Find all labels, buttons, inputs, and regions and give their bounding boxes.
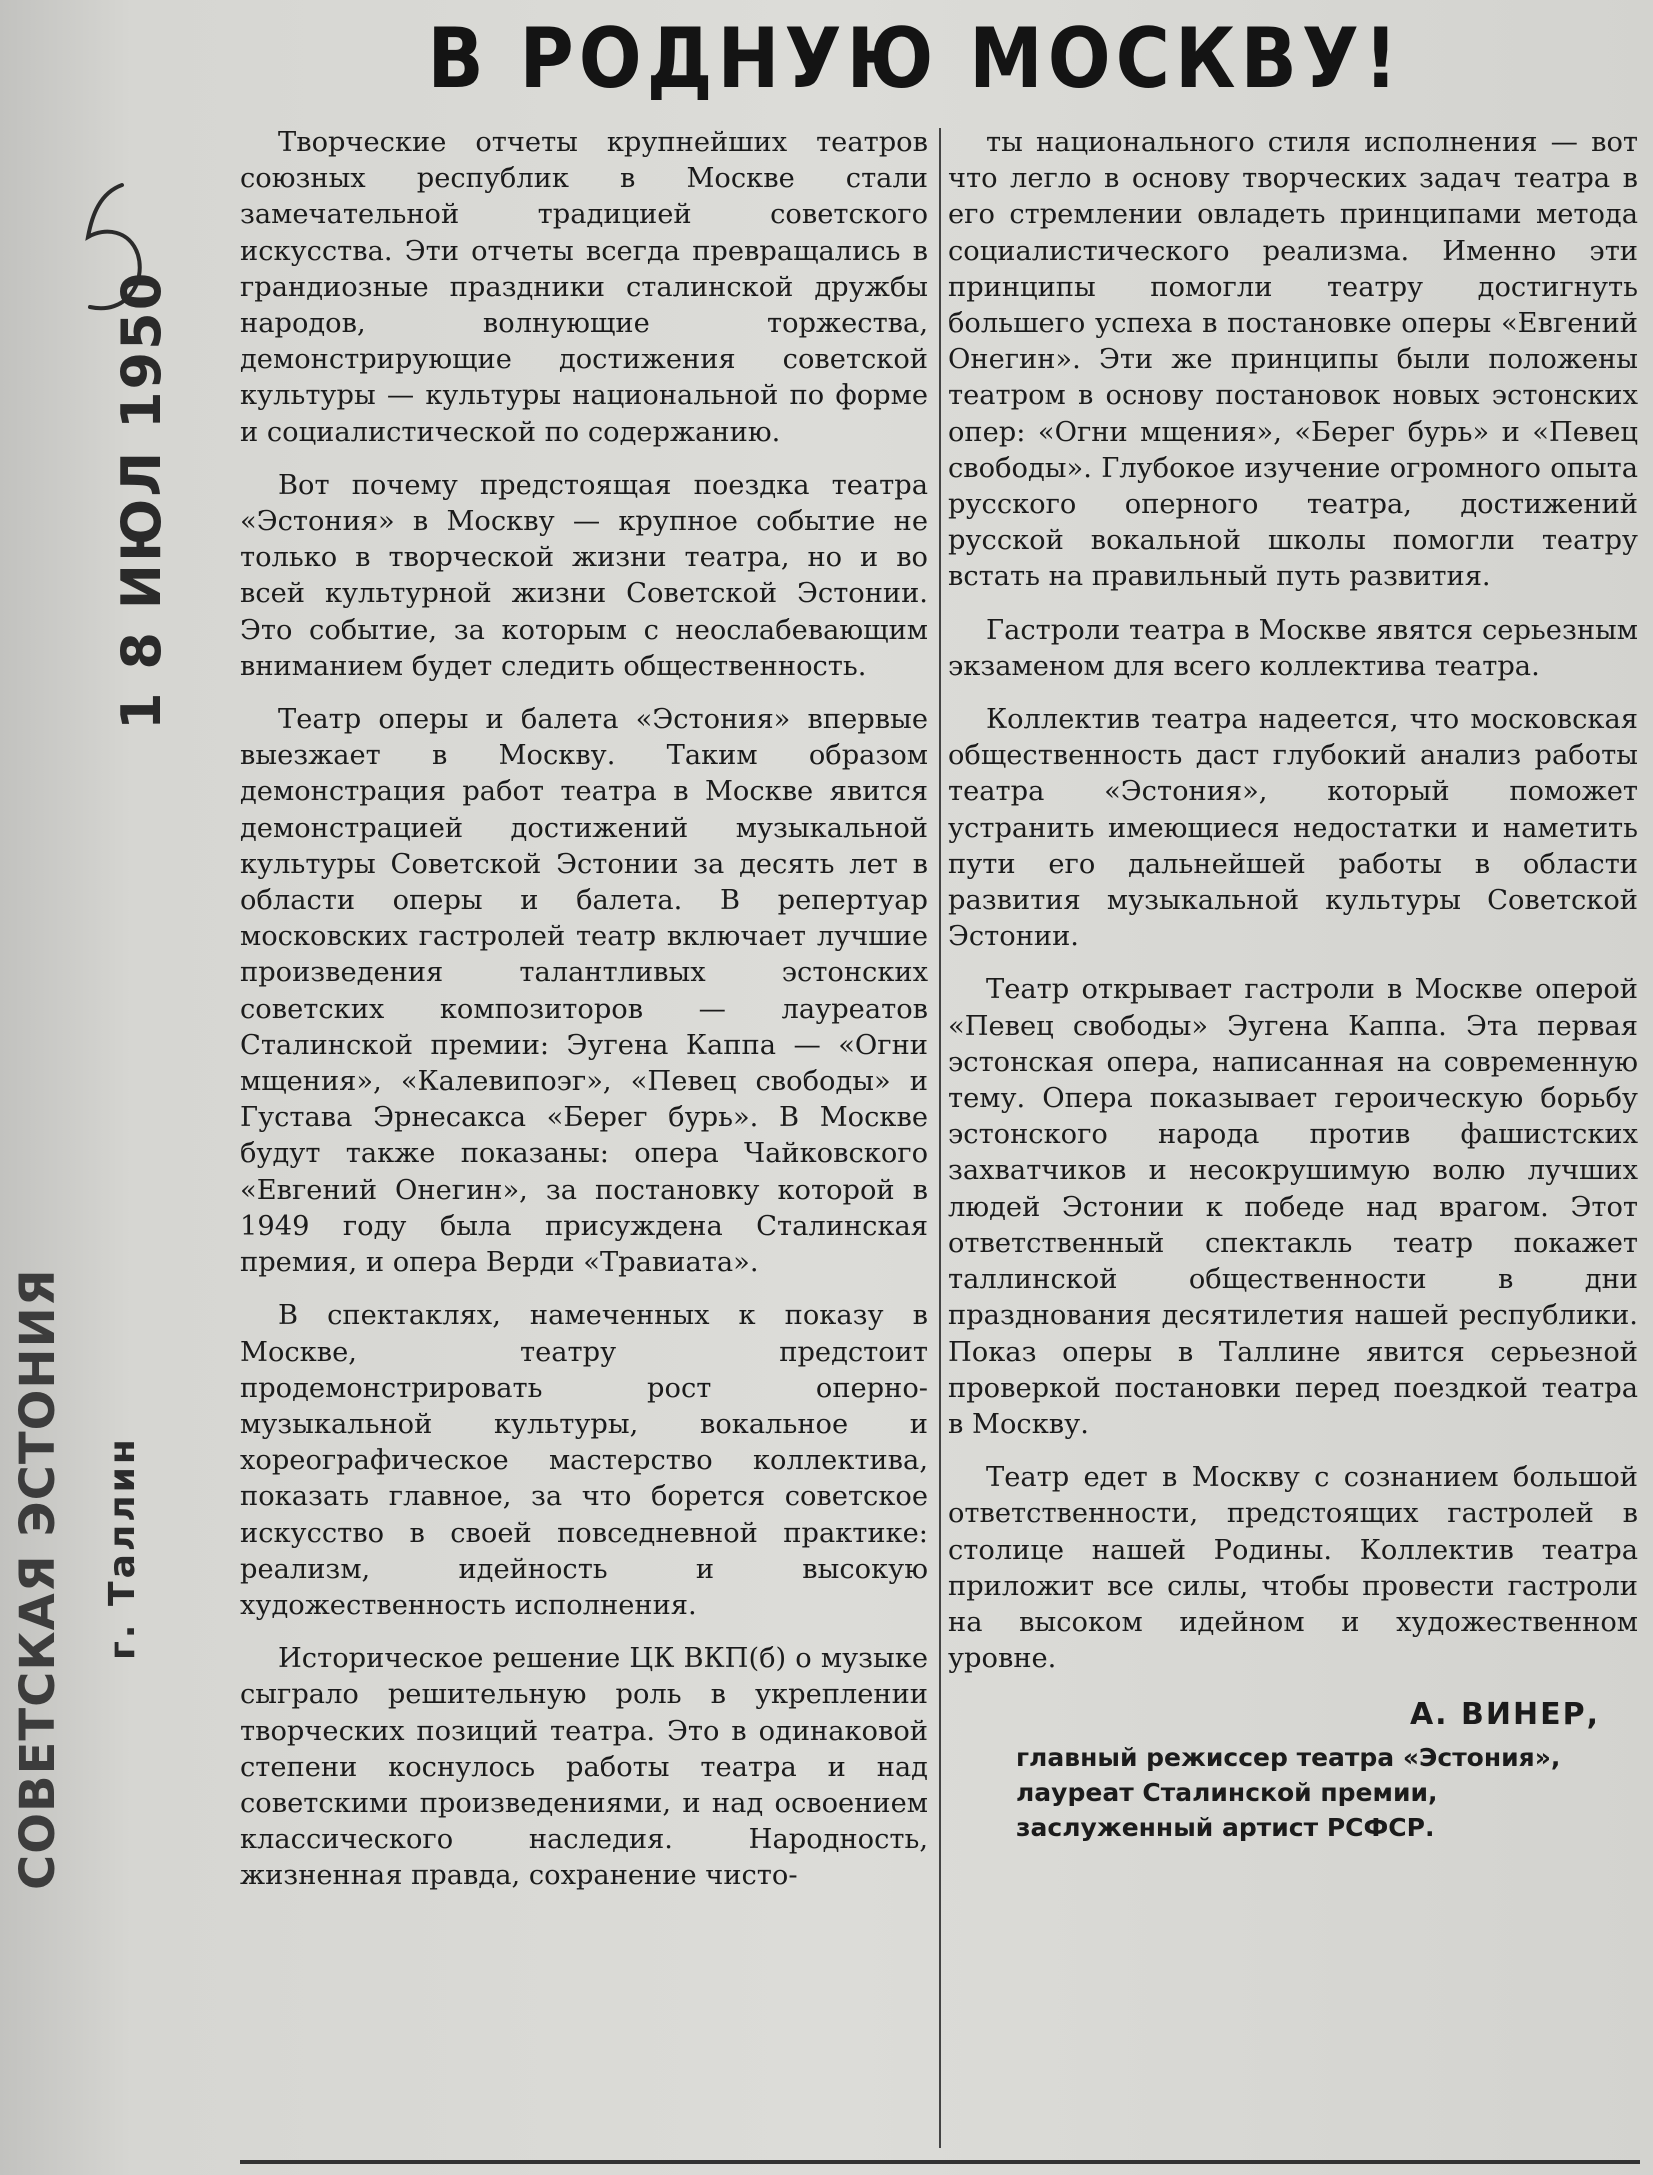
paragraph: Творческие отчеты крупнейших театров союзных республик в Москве стали замечательной традицией советского искусства. Эти отчеты всегда превращались в грандиозные праздники сталинской дружбы народов, волнующие торжества, демонстрирующие достижения советской культуры — культуры национальной по форме и социалистической по содержанию.: [240, 127, 928, 448]
paragraph: ты национального стиля исполнения — вот что легло в основу творческих задач театра в его стремлении овладеть принципами метода социалистического реализма. Именно эти принципы помогли театру достигнуть большего успеха в постановке оперы «Евгений Онегин». Эти же принципы были положены театром в основу постановок новых эстонских опер: «Огни мщения», «Берег бурь» и «Певец свободы». Глубокое изучение огромного опыта русского оперного театра, достижений русской вокальной школы помогли театру встать на правильный путь развития.: [948, 127, 1638, 593]
newspaper-name-stamp: СОВЕТСКАЯ ЭСТОНИЯ: [10, 1268, 66, 1890]
paragraph: Коллектив театра надеется, что московская общественность даст глубокий анализ работы театра «Эстония», который поможет устранить имеющиеся недостатки и наметить пути его дальнейшей работы в области развития музыкальной культуры Советской Эстонии.: [948, 704, 1638, 953]
paragraph: Театр едет в Москву с сознанием большой ответственности, предстоящих гастролей в столице нашей Родины. Коллектив театра приложит все силы, чтобы провести гастроли на высоком идейном и художественном уровне.: [948, 1462, 1638, 1675]
paragraph: Историческое решение ЦК ВКП(б) о музыке сыграло решительную роль в укреплении творческих позиций театра. Это в одинаковой степени коснулось работы театра и над советскими произведениями, и над освоением классического наследия. Народность, жизненная правда, сохранение чисто-: [240, 1643, 928, 1892]
headline: В РОДНУЮ МОСКВУ!: [427, 10, 1403, 108]
author-role: главный режиссер театра «Эстония», лауреат Сталинской премии, заслуженный артист РСФСР.: [1016, 1742, 1561, 1842]
column-divider: [939, 128, 941, 2148]
paragraph: Гастроли театра в Москве явятся серьезным экзаменом для всего коллектива театра.: [948, 614, 1638, 682]
paragraph: В спектаклях, намеченных к показу в Москве, театру предстоит продемонстрировать рост оперно-музыкальной культуры, вокальное и хореографическое мастерство коллектива, показать главное, за что борется советское искусство в своей повседневной практике: реализм, идейность и высокую художественность исполнения.: [240, 1300, 928, 1621]
city-stamp: г. Таллин: [102, 1436, 143, 1660]
paragraph: Театр оперы и балета «Эстония» впервые выезжает в Москву. Таким образом демонстрация работ театра в Москве явится демонстрацией достижений музыкальной культуры Советской Эстонии за десять лет в области оперы и балета. В репертуар московских гастролей театр включает лучшие произведения талантливых эстонских советских композиторов — лауреатов Сталинской премии: Эугена Каппа — «Огни мщения», «Калевипоэг», «Певец свободы» и Густава Эрнесакса «Берег бурь». В Москве будут также показаны: опера Чайковского «Евгений Онегин», за постановку которой в 1949 году была присуждена Сталинская премия, и опера Верди «Травиата».: [240, 704, 928, 1279]
author-name: А. ВИНЕР,: [1409, 1697, 1600, 1733]
paragraph: Вот почему предстоящая поездка театра «Эстония» в Москву — крупное событие не только в творческой жизни театра, но и во всей культурной жизни Советской Эстонии. Это событие, за которым с неослабевающим вниманием будет следить общественность.: [240, 469, 928, 682]
right-column: [948, 125, 1638, 1845]
paragraph: Театр открывает гастроли в Москве оперой «Певец свободы» Эугена Каппа. Эта первая эстонская опера, написанная на современную тему. Опера показывает героическую борьбу эстонского народа против фашистских захватчиков и несокрушимую волю лучших людей Эстонии к победе над врагом. Этот ответственный спектакль театр покажет таллинской общественности в дни празднования десятилетия нашей республики. Показ оперы в Таллине явится серьезной проверкой постановки перед поездкой театра в Москву.: [948, 974, 1638, 1440]
left-column: [240, 125, 928, 1912]
bottom-rule: [240, 2160, 1640, 2164]
date-stamp: 1 8 ИЮЛ 1950: [110, 270, 173, 730]
